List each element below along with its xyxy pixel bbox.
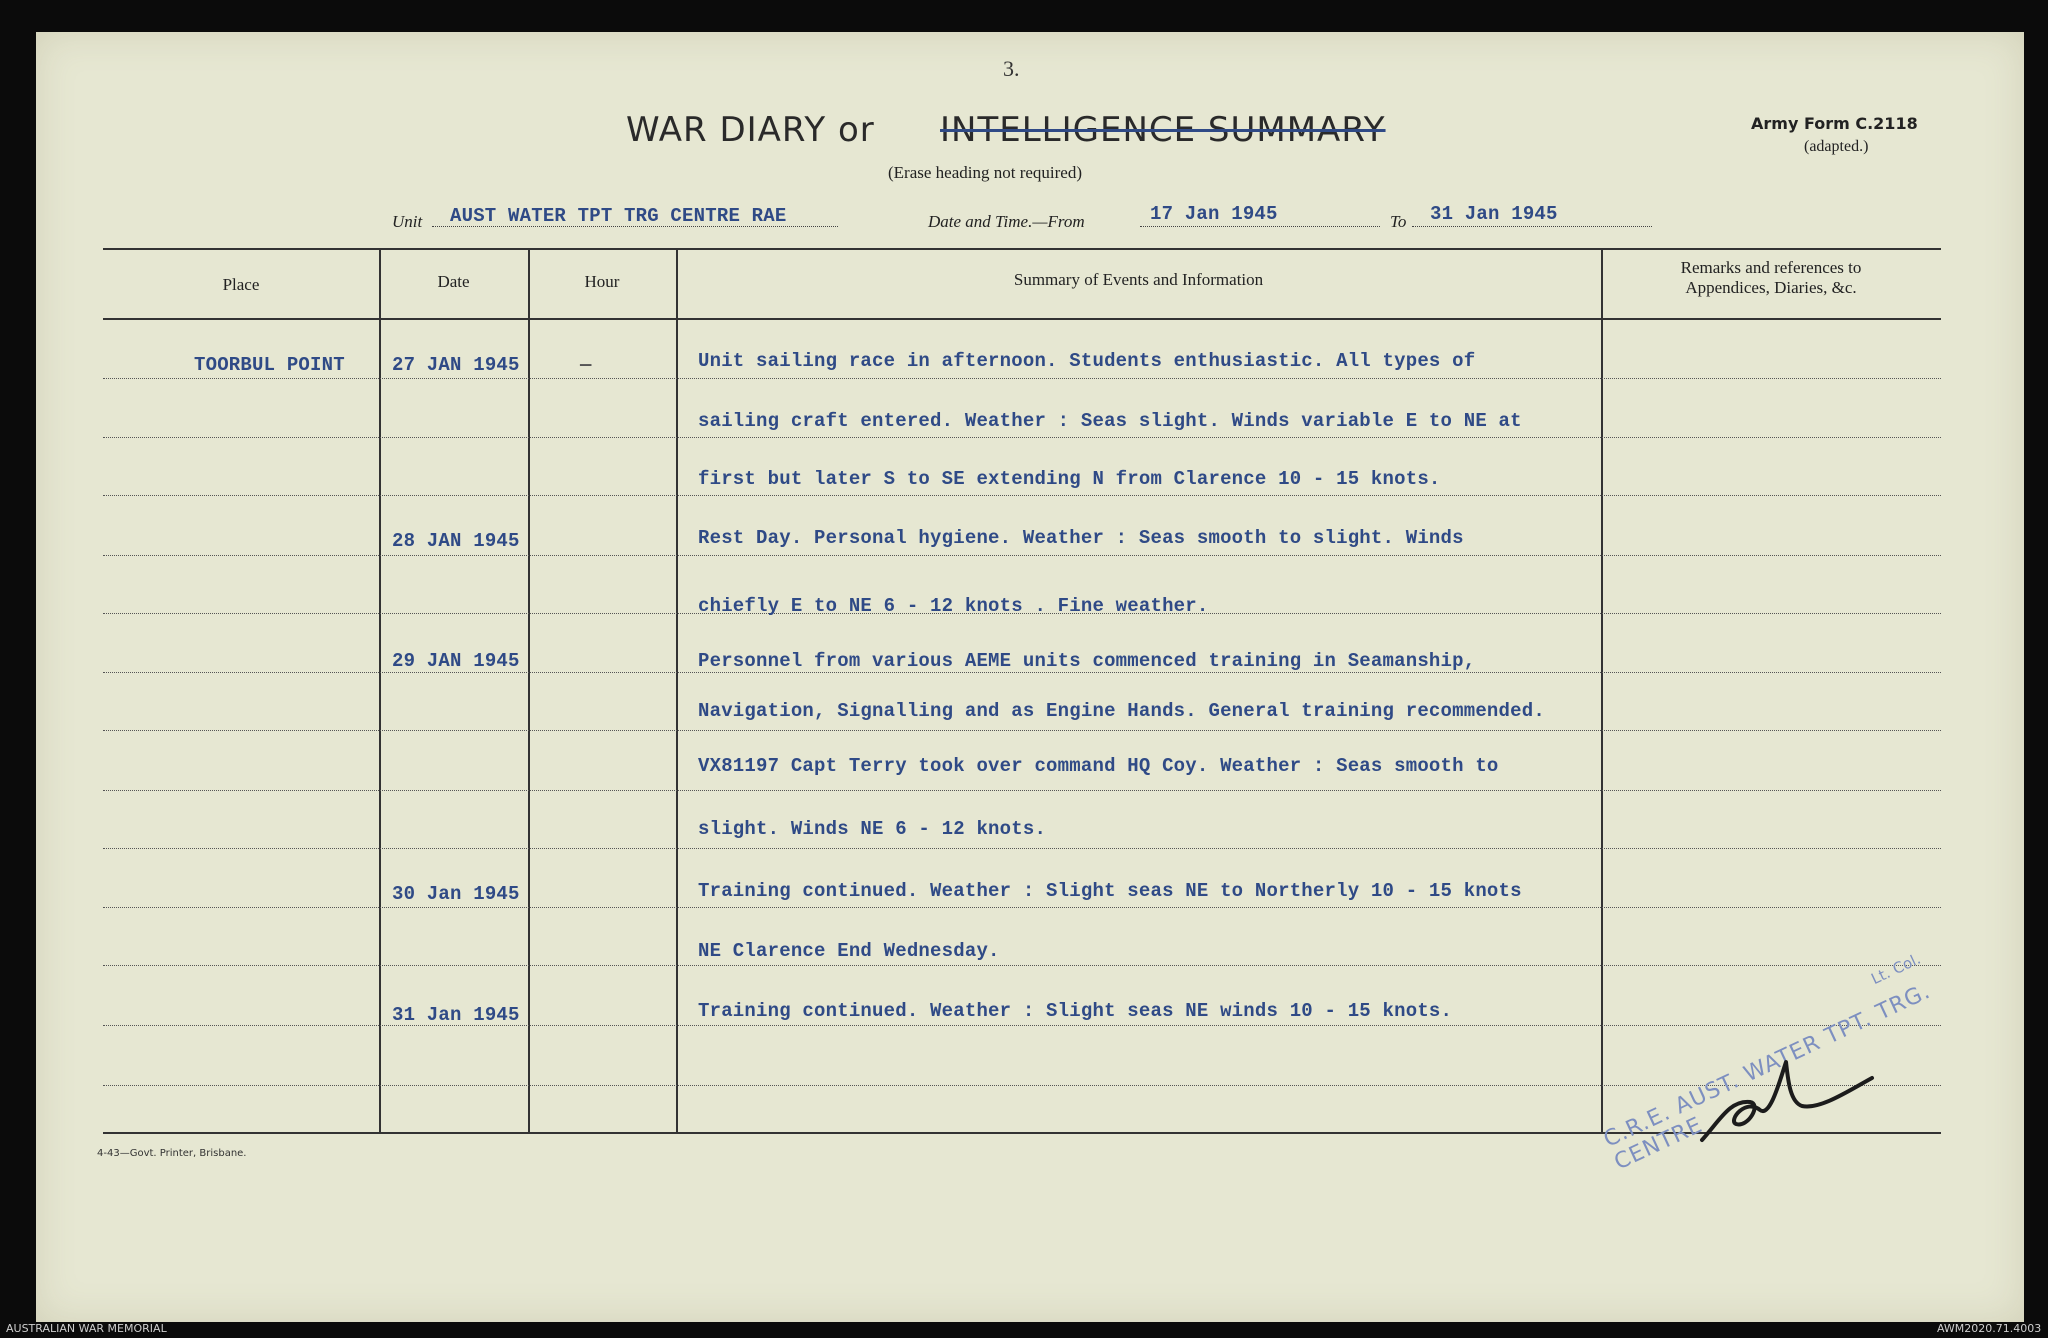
summary-line: slight. Winds NE 6 - 12 knots.	[698, 818, 1047, 840]
summary-line: Training continued. Weather : Slight seas NE to Northerly 10 - 15 knots	[698, 880, 1522, 902]
summary-line: first but later S to SE extending N from Clarence 10 - 15 knots.	[698, 468, 1441, 490]
summary-line: VX81197 Capt Terry took over command HQ Coy. Weather : Seas smooth to	[698, 755, 1499, 777]
printer-note: 4-43—Govt. Printer, Brisbane.	[97, 1148, 247, 1159]
row-rule	[103, 672, 1941, 673]
unit-value: AUST WATER TPT TRG CENTRE RAE	[450, 205, 787, 227]
heading-note: (Erase heading not required)	[888, 163, 1082, 182]
column-divider-date	[528, 248, 530, 1132]
row-rule	[103, 965, 1941, 966]
hour-entry: —	[580, 354, 592, 376]
summary-line: Training continued. Weather : Slight seas NE winds 10 - 15 knots.	[698, 1000, 1453, 1022]
page-number: 3.	[1003, 56, 1020, 81]
page-title: WAR DIARY or	[626, 110, 875, 150]
column-divider-place	[379, 248, 381, 1132]
column-divider-summary	[1601, 248, 1603, 1132]
column-header-place: Place	[222, 275, 260, 294]
summary-line: Rest Day. Personal hygiene. Weather : Seas smooth to slight. Winds	[698, 527, 1464, 549]
archive-credit: AUSTRALIAN WAR MEMORIAL	[6, 1322, 167, 1335]
date-to-value: 31 Jan 1945	[1430, 203, 1558, 225]
summary-line: Navigation, Signalling and as Engine Hands. General training recommended.	[698, 700, 1545, 722]
row-rule	[103, 437, 1941, 438]
row-rule	[103, 495, 1941, 496]
row-rule	[103, 1085, 1941, 1086]
date-from-value: 17 Jan 1945	[1150, 203, 1278, 225]
date-entry: 27 JAN 1945	[392, 354, 520, 376]
row-rule	[103, 555, 1941, 556]
date-to-underline	[1412, 226, 1652, 227]
unit-label: Unit	[392, 212, 423, 231]
summary-line: sailing craft entered. Weather : Seas slight. Winds variable E to NE at	[698, 410, 1522, 432]
column-header-date: Date	[437, 272, 470, 291]
place-entry: TOORBUL POINT	[194, 354, 345, 376]
stamp-rank: Lt. Col.	[1868, 949, 1924, 989]
date-from-underline	[1140, 226, 1380, 227]
stamp-text: C.R.E. AUST. WATER TPT. TRG. CENTRE	[1600, 978, 1935, 1176]
column-header-remarks-line1: Remarks and references to	[1680, 258, 1862, 277]
column-header-remarks-line2: Appendices, Diaries, &c.	[1685, 278, 1857, 297]
date-entry: 28 JAN 1945	[392, 530, 520, 552]
row-rule	[103, 1025, 1941, 1026]
summary-line: NE Clarence End Wednesday.	[698, 940, 1000, 962]
date-entry: 30 Jan 1945	[392, 883, 520, 905]
archive-reference: AWM2020.71.4003	[1937, 1322, 2042, 1335]
struck-title: INTELLIGENCE SUMMARY	[940, 110, 1386, 150]
army-form-adapted: (adapted.)	[1804, 138, 1869, 155]
summary-line: Personnel from various AEME units commenced training in Seamanship,	[698, 650, 1476, 672]
column-header-summary: Summary of Events and Information	[1013, 270, 1264, 289]
row-rule	[103, 730, 1941, 731]
signature-icon	[1690, 1040, 1880, 1150]
row-rule	[103, 790, 1941, 791]
date-entry: 31 Jan 1945	[392, 1004, 520, 1026]
summary-line: Unit sailing race in afternoon. Students enthusiastic. All types of	[698, 350, 1476, 372]
date-to-label: To	[1390, 212, 1407, 231]
army-form-number: Army Form C.2118	[1751, 114, 1918, 133]
date-from-label: Date and Time.—From	[928, 212, 1085, 231]
date-entry: 29 JAN 1945	[392, 650, 520, 672]
summary-line: chiefly E to NE 6 - 12 knots . Fine weather.	[698, 595, 1209, 617]
row-rule	[103, 378, 1941, 379]
column-header-hour: Hour	[584, 272, 620, 291]
column-divider-hour	[676, 248, 678, 1132]
row-rule	[103, 848, 1941, 849]
row-rule	[103, 907, 1941, 908]
